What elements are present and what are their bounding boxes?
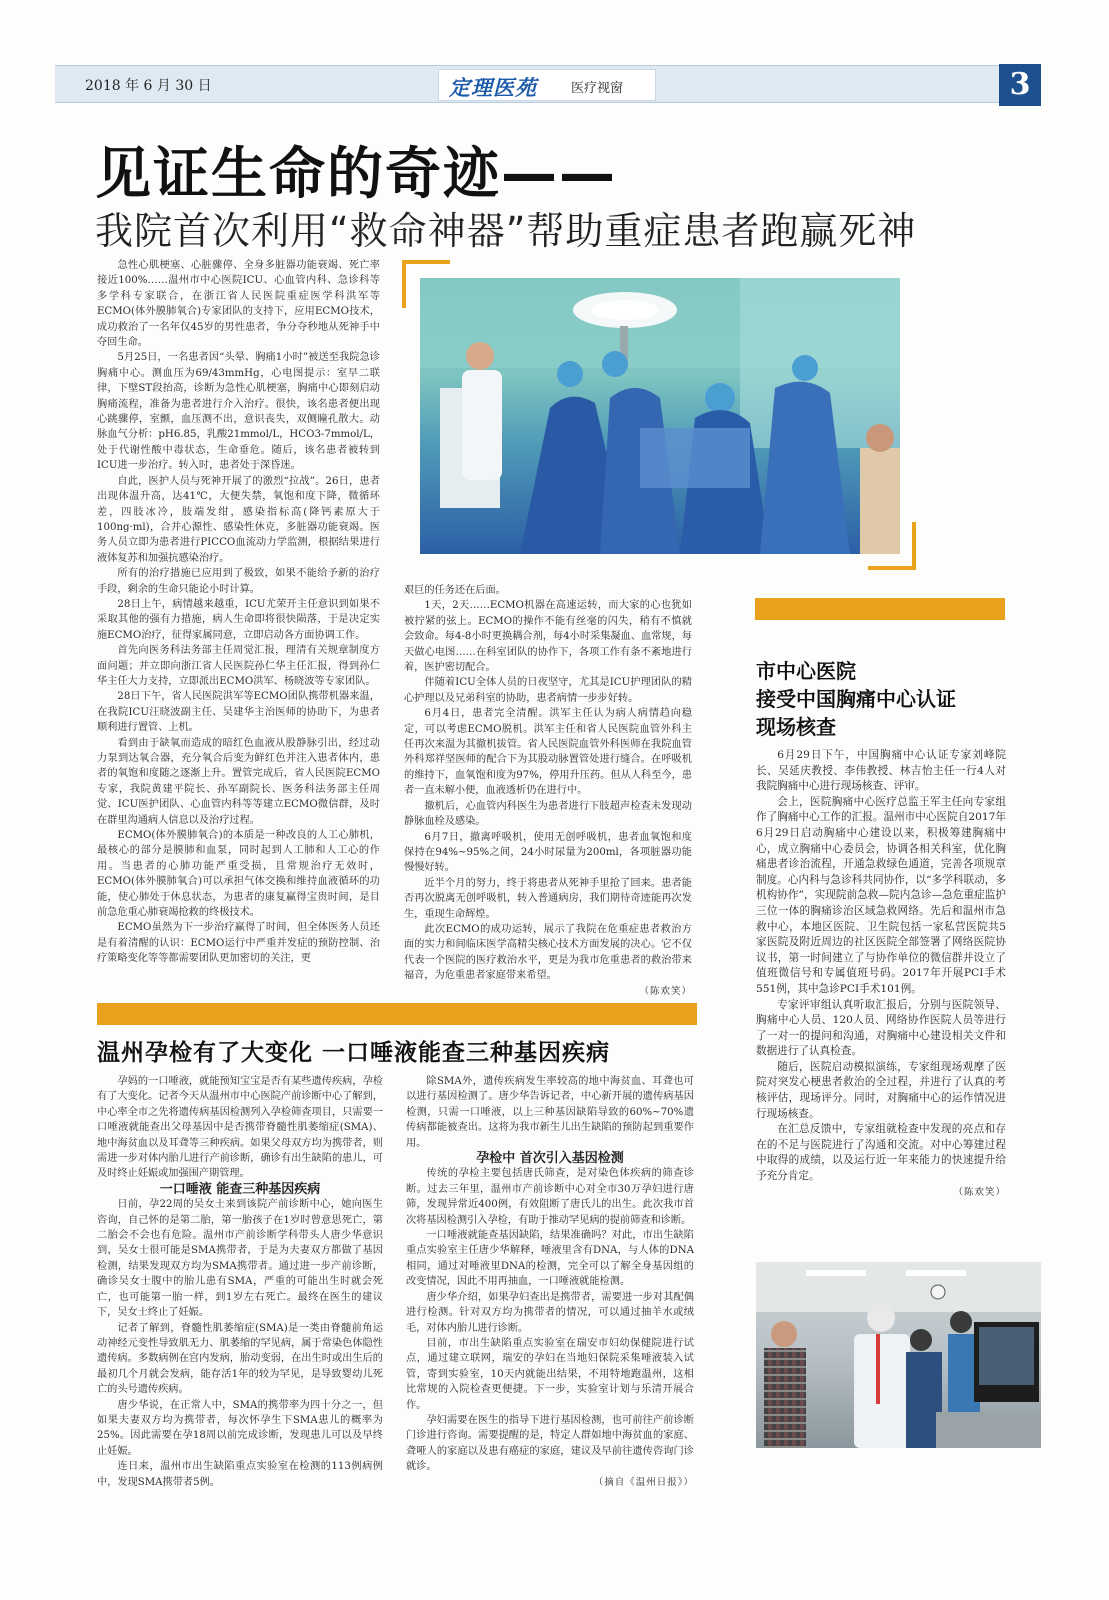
section-name: 医疗视窗: [571, 81, 624, 96]
article2-byline: （摘自《温州日报》）: [593, 1476, 694, 1488]
sidebar-accent-bar: [755, 598, 1005, 620]
inspection-photo: [756, 1262, 1041, 1448]
article2-accent-bar: [97, 1003, 697, 1025]
article2-subhead-1: 一口唾液 能查三种基因疾病: [159, 1181, 321, 1197]
issue-date: 2018 年 6 月 30 日: [85, 78, 212, 94]
page-header: [55, 65, 1041, 103]
sidebar-body: 6月29日下午，中国胸痛中心认证专家刘峰院长、吴延庆教授、李伟教授、林吉怡主任一行4人对我院胸痛中心进行现场核查、评审。 会上，医院胸痛中心医疗总监王军主任向专家组作了胸痛中心工作的汇报。温州市中心医院自2017年6月29日启动胸痛中心建设以来，积极筹建胸痛中心，成立胸痛中心委员会，协调各相关科室，优化胸痛患者诊治流程，开通急救绿色通道，完善各项规章制度。心内科与急诊科共同协作，以“多学科联动，多机构协作”，实现院前急救—院内急诊—急危重症监护三位一体的胸痛诊治区域急救网络。先后和温州市急救中心，本地区医院、卫生院包括一家私营医院共5家医院及附近周边的社区医院全部签署了网络医院协议书，第一时间建立了与协作单位的微信群并设立了值班微信号和专属值班号码。2017年开展PCI手术551例，其中急诊PCI手术101例。 专家评审组认真听取汇报后，分别与医院领导、胸痛中心人员、120人员、网络协作医院人员等进行了一对一的提问和沟通，对胸痛中心建设相关文件和数据进行了认真检查。 随后，医院启动模拟演练，专家组现场观摩了医院对突发心梗患者救治的全过程，并进行了认真的考核评估，现场评分。同时，对胸痛中心的运作情况进行现场核查。 在汇总反馈中，专家组就检查中发现的亮点和存在的不足与医院进行了沟通和交流。对中心筹建过程中取得的成绩，以及运行近一年来能力的快速提升给予充分肯定。 （陈欢笑）: [756, 748, 1006, 1200]
page-number: 3: [999, 64, 1041, 106]
surgery-photo: [420, 278, 900, 554]
article2-column-1: 孕妈的一口唾液，就能预知宝宝是否有某些遗传疾病，孕检有了大变化。记者今天从温州市中心医院产前诊断中心了解到，中心率全市之先将遗传病基因检测列入孕检筛查项目，只需要一口唾液就能查出父母基因中是否携带脊髓性肌萎缩症(SMA)、地中海贫血以及耳聋等三种疾病。如果父母双方均为携带者，则需进一步对体内胎儿进行产前诊断，确诊有出生缺陷的患儿，可及时终止妊娠或加强围产期管理。 一口唾液 能查三种基因疾病 日前，孕22周的吴女士来到该院产前诊断中心，她向医生咨询，自己怀的是第二胎，第一胎孩子在1岁时曾意思死亡，第二胎会不会也有危险。温州市产前诊断学科带头人唐少华意识到，吴女士很可能是SMA携带者，于是为夫妻双方都做了基因检测，结果发现双方均为SMA携带者。通过进一步产前诊断，确诊吴女士腹中的胎儿患有SMA，严重的可能出生时就会死亡，也可能第一胎一样，到1岁左右死亡。最终在医生的建议下，吴女士终止了妊娠。 记者了解到，脊髓性肌萎缩症(SMA)是一类由脊髓前角运动神经元变性导致肌无力、肌萎缩的罕见病，属于常染色体隐性遗传病。多数病例在宫内发病，胎动变弱，在出生时或出生后的最初几个月就会发病，能存活1年的较为罕见，是导致婴幼儿死亡的头号遗传疾病。 唐少华说，在正常人中，SMA的携带率为四十分之一，但如果夫妻双方均为携带者，每次怀孕生下SMA患儿的概率为25%。因此需要在孕18周以前完成诊断，发现患儿可以及早终止妊娠。 连日来，温州市出生缺陷重点实验室在检测的113例病例中，发现SMA携带者5例。: [97, 1076, 383, 1488]
subheadline: 我院首次利用“救命神器”帮助重症患者跑赢死神: [95, 209, 917, 253]
article2-column-2: 除SMA外，遗传疾病发生率较高的地中海贫血、耳聋也可以进行基因检测了。唐少华告诉记者，中心新开展的遗传病基因检测，只需一口唾液，以上三种基因缺陷导致的60%~70%遗传病都能被查出。这将为我市新生儿出生缺陷的预防起到重要作用。 孕检中 首次引入基因检测 传统的孕检主要包括唐氏筛查，是对染色体疾病的筛查诊断。过去三年里，温州市产前诊断中心对全市30万孕妇进行唐筛，发现异常近400例，有效阻断了唐氏儿的出生。此次我市首次将基因检测引入孕检，有助于推动罕见病的提前筛查和诊断。 一口唾液就能查基因缺陷，结果准确吗？对此，市出生缺陷重点实验室主任唐少华解释，唾液里含有DNA，与人体的DNA相同，通过对唾液里DNA的检测，完全可以了解全身基因组的改变情况，因此不用再抽血，一口唾液就能检测。 唐少华介绍，如果孕妇查出是携带者，需要进一步对其配偶进行检测。针对双方均为携带者的情况，可以通过抽羊水或绒毛，对体内胎儿进行诊断。 目前，市出生缺陷重点实验室在瑞安市妇幼保健院进行试点，通过建立联网，瑞安的孕妇在当地妇保院采集唾液装入试管，寄到实验室，10天内就能出结果，不用特地跑温州，这相比常规的入院检查更便捷。下一步，实验室计划与乐清开展合作。 孕妇需要在医生的指导下进行基因检测，也可前往产前诊断门诊进行咨询。需要提醒的是，特定人群如地中海贫血的家庭、聋哑人的家庭以及患有癌症的家庭，建议及早前往遗传咨询门诊就诊。 （摘自《温州日报》）: [406, 1074, 694, 1490]
article1-column-1: 急性心肌梗塞、心脏骤停、全身多脏器功能衰竭、死亡率接近100%……温州市中心医院ICU、心血管内科、急诊科等多学科专家联合，在浙江省人民医院重症医学科洪军等ECMO(体外膜肺氧合)专家团队的支持下，应用ECMO技术，成功救治了一名年仅45岁的男性患者，争分夺秒地从死神手中夺回生命。 5月25日，一名患者因“头晕、胸痛1小时”被送至我院急诊胸痛中心。测血压为69/43mmHg，心电图提示：室早二联律，下壁ST段抬高，诊断为急性心肌梗塞，胸痛中心即刻启动胸痛流程，准备为患者进行介入治疗。很快，该名患者便出现心跳骤停，室颤，血压测不出，意识丧失，双侧瞳孔散大。动脉血气分析：pH6.85，乳酸21mmol/L，HCO3-7mmol/L，处于代谢性酸中毒状态，生命垂危。随后，该名患者被转到ICU进一步治疗。转入时，患者处于深昏迷。 自此，医护人员与死神开展了的激烈“拉战”。26日，患者出现体温升高，达41℃，大便失禁，氧饱和度下降，微循环差，四肢冰冷，肢端发绀，感染指标高(降钙素原大于100ng·ml)，合并心源性、感染性休克，多脏器功能衰竭。医务人员立即为患者进行PICCO血流动力学监测，根据结果进行液体复苏和加强抗感染治疗。 所有的治疗措施已应用到了极致，如果不能给予新的治疗手段，剩余的生命只能论小时计算。 28日上午，病情越来越重，ICU尤荣开主任意识到如果不采取其他的强有力措施，病人生命即将很快陨落，于是决定实施ECMO治疗，征得家属同意，立即启动各方面协调工作。 首先向医务科法务部主任周觉汇报，理清有关规章制度方面问题；并立即向浙江省人民医院孙仁华主任汇报，得到孙仁华主任大力支持，立即派出ECMO洪军、杨晓波等专家团队。 28日下午，省人民医院洪军等ECMO团队携带机器来温，在我院ICU汪晓波副主任、吴建华主治医师的协助下，为患者顺利进行置管、上机。 看到由于缺氧而造成的暗红色血液从股静脉引出，经过动力泵到达氧合器，充分氧合后变为鲜红色并注入患者体内，患者的氧饱和度随之逐渐上升。置管完成后，省人民医院ECMO专家，我院黄建平院长、孙军副院长、医务科法务部主任周觉、ICU医护团队、心血管内科等等建立ECMO微信群，及时在群里沟通病人信息以及治疗过程。 ECMO(体外膜肺氧合)的本质是一种改良的人工心肺机，最核心的部分是膜肺和血泵，同时起到人工肺和人工心的作用。当患者的心肺功能严重受损，且常规治疗无效时，ECMO(体外膜肺氧合)可以承担气体交换和维持血液循环的功能，使心肺处于休息状态，为患者的康复赢得宝贵时间，是目前急危重心肺衰竭抢救的终极技术。 ECMO虽然为下一步治疗赢得了时间，但全体医务人员还是有着清醒的认识：ECMO运行中严重并发症的预防控制、治疗策略变化等等都需要团队更加密切的关注，更: [97, 260, 380, 965]
article1-byline: （陈欢笑）: [639, 985, 692, 997]
masthead-logo: 定理医苑: [449, 75, 537, 100]
article2-headline: 温州孕检有了大变化 一口唾液能查三种基因疾病: [97, 1040, 611, 1066]
article1-column-2: 艰巨的任务还在后面。 1天，2天……ECMO机器在高速运转，而大家的心也犹如被拧紧的弦上。ECMO的操作不能有丝毫的闪失，稍有不慎就会致命。每4-8小时更换耦合剂，每4小时采集凝血、血常规，每天做心电图……在科室团队的协作下，各项工作有条不紊地进行着，医护密切配合。 伴随着ICU全体人员的日夜坚守，尤其是ICU护理团队的精心护理以及兄弟科室的协助，患者病情一步步好转。 6月4日，患者完全清醒。洪军主任认为病人病情趋向稳定，可以考虑ECMO脱机。洪军主任和省人民医院血管外科主任再次来温为其撤机拔管。省人民医院血管外科医师在我院血管外科郑祥坚医师的配合下为其股动脉置管处进行缝合。在呼吸机的维持下，血氧饱和度为97%，停用升压药。但从人科至今，患者一直未解小便，血液透析仍在进行中。 撤机后，心血管内科医生为患者进行下肢超声检查未发现动静脉血栓及感染。 6月7日，撤离呼吸机，使用无创呼吸机，患者血氧饱和度保持在94%~95%之间，24小时尿量为200ml，各项脏器功能慢慢好转。 近半个月的努力，终于将患者从死神手里抢了回来。患者能否再次脱离无创呼吸机，转入普通病房，我们期待奇迹能再次发生，重现生命辉煌。 此次ECMO的成功运转，展示了我院在危重症患者救治方面的实力和间临床医学高精尖核心技术方面发展的决心。它不仅代表一个医院的医疗救治水平，更是为我市危重患者的救治带来福音，为危重患者家庭带来希望。 （陈欢笑）: [404, 583, 692, 999]
headline: 见证生命的奇迹——: [95, 142, 617, 207]
sidebar-byline: （陈欢笑）: [953, 1186, 1006, 1198]
sidebar-headline: 市中心医院 接受中国胸痛中心认证 现场核查: [756, 659, 956, 739]
masthead: [438, 69, 656, 101]
article2-subhead-2: 孕检中 首次引入基因检测: [476, 1151, 624, 1167]
